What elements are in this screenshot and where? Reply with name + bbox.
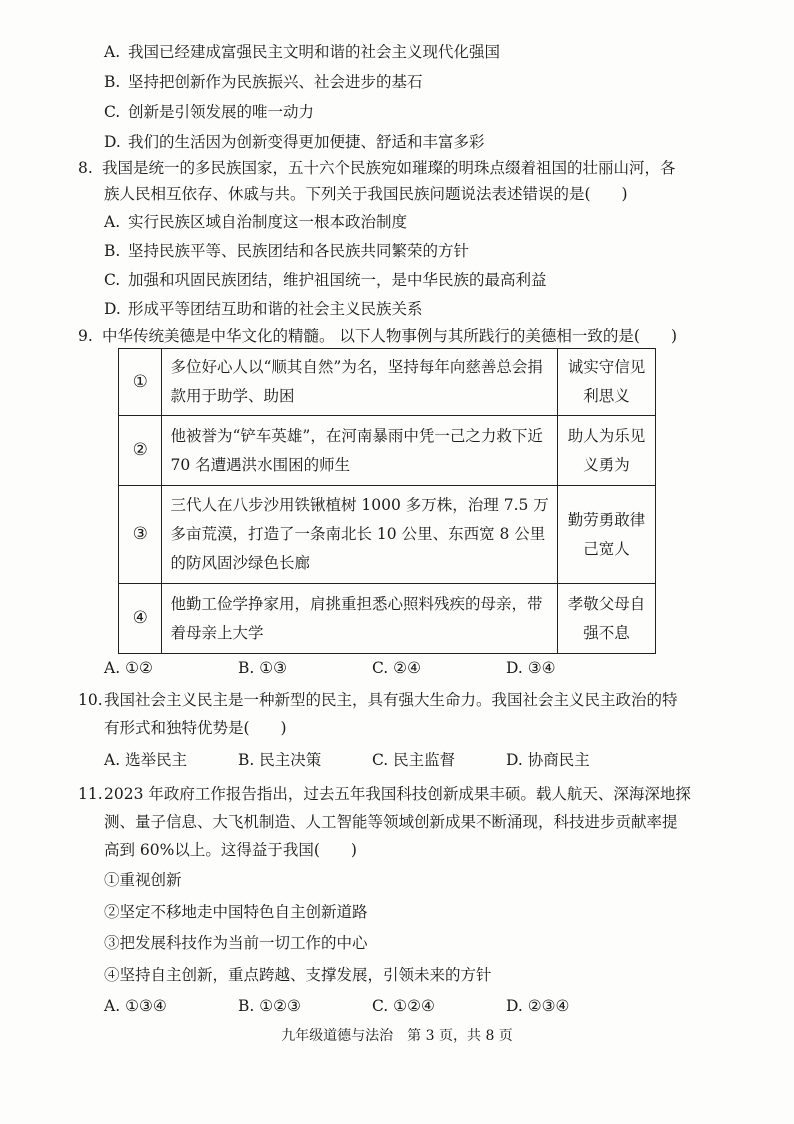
table-row xyxy=(119,486,656,584)
page-footer: 九年级道德与法治 第 3 页，共 8 页 xyxy=(281,1028,513,1044)
q11-statement: ④坚持自主创新，重点跨越、支撑发展，引领未来的方针 xyxy=(104,966,492,984)
row-index: ④ xyxy=(119,584,162,654)
row-description: 三代人在八步沙用铁锹植树 1000 多万株，治理 7.5 万多亩荒漠，打造了一条南北长 10 公里、东西宽 8 公里的防风固沙绿色长廊 xyxy=(162,486,557,584)
q10-options xyxy=(104,750,590,770)
q10-option-a: A. 选举民主 xyxy=(104,751,188,769)
row-description: 他勤工俭学挣家用，肩挑重担悉心照料残疾的母亲，带着母亲上大学 xyxy=(162,584,557,654)
q8-option-c: C. 加强和巩固民族团结，维护祖国统一，是中华民族的最高利益 xyxy=(104,271,547,289)
q11-stem-line3: 高到 60%以上。这得益于我国( ) xyxy=(104,841,357,859)
row-index: ③ xyxy=(119,486,162,584)
q8-stem-line2: 族人民相互依存、休戚与共。下列关于我国民族问题说法表述错误的是( ) xyxy=(104,185,628,203)
table-row xyxy=(119,584,656,654)
q11-option-c: C. ①②④ xyxy=(372,997,435,1015)
q9-option-a: A. ①② xyxy=(104,659,153,677)
q10-option-d: D. 协商民主 xyxy=(506,751,590,769)
q10-option-c: C. 民主监督 xyxy=(372,751,456,769)
q8-option-a: A. 实行民族区域自治制度这一根本政治制度 xyxy=(104,213,408,231)
q9-option-d: D. ③④ xyxy=(506,659,556,677)
table-row xyxy=(119,349,656,416)
q7-option-c: C. 创新是引领发展的唯一动力 xyxy=(104,103,315,121)
q11-statement: ③把发展科技作为当前一切工作的中心 xyxy=(104,934,368,952)
q11-statement: ②坚定不移地走中国特色自主创新道路 xyxy=(104,903,368,921)
q11-options xyxy=(104,996,569,1016)
row-description: 他被誉为“铲车英雄”，在河南暴雨中凭一己之力救下近 70 名遭遇洪水围困的师生 xyxy=(162,416,557,486)
row-virtue: 孝敬父母自强不息 xyxy=(557,584,655,654)
row-index: ② xyxy=(119,416,162,486)
q8-stem-line1: 8. 我国是统一的多民族国家，五十六个民族宛如璀璨的明珠点缀着祖国的壮丽山河，各 xyxy=(78,159,676,177)
q11-stem-line1: 11.2023 年政府工作报告指出，过去五年我国科技创新成果丰硕。载人航天、深海深地探 xyxy=(78,785,691,803)
q9-option-c: C. ②④ xyxy=(372,659,421,677)
q7-option-d: D. 我们的生活因为创新变得更加便捷、舒适和丰富多彩 xyxy=(104,133,485,151)
q7-option-b: B. 坚持把创新作为民族振兴、社会进步的基石 xyxy=(104,73,423,91)
q9-stem: 9. 中华传统美德是中华文化的精髓。 以下人物事例与其所践行的美德相一致的是( ) xyxy=(78,327,678,345)
q10-stem-line1: 10.我国社会主义民主是一种新型的民主，具有强大生命力。我国社会主义民主政治的特 xyxy=(78,691,678,709)
q11-stem-line2: 测、量子信息、大飞机制造、人工智能等领域创新成果不断涌现，科技进步贡献率提 xyxy=(104,813,678,831)
q8-option-b: B. 坚持民族平等、民族团结和各民族共同繁荣的方针 xyxy=(104,242,470,260)
q11-option-a: A. ①③④ xyxy=(104,997,167,1015)
q11-option-d: D. ②③④ xyxy=(506,997,570,1015)
row-description: 多位好心人以“顺其自然”为名，坚持每年向慈善总会捐款用于助学、助困 xyxy=(162,349,557,416)
q8-option-d: D. 形成平等团结互助和谐的社会主义民族关系 xyxy=(104,300,423,318)
q9-option-b: B. ①③ xyxy=(238,659,288,677)
q11-statement: ①重视创新 xyxy=(104,871,182,889)
q9-table xyxy=(118,348,656,654)
q7-option-a: A. 我国已经建成富强民主文明和谐的社会主义现代化强国 xyxy=(104,43,501,61)
q11-option-b: B. ①②③ xyxy=(238,997,301,1015)
row-index: ① xyxy=(119,349,162,416)
table-row xyxy=(119,416,656,486)
row-virtue: 助人为乐见义勇为 xyxy=(557,416,655,486)
q10-option-b: B. 民主决策 xyxy=(238,751,322,769)
q10-stem-line2: 有形式和独特优势是( ) xyxy=(104,719,287,737)
row-virtue: 勤劳勇敢律己宽人 xyxy=(557,486,655,584)
q9-options xyxy=(104,658,556,678)
row-virtue: 诚实守信见利思义 xyxy=(557,349,655,416)
